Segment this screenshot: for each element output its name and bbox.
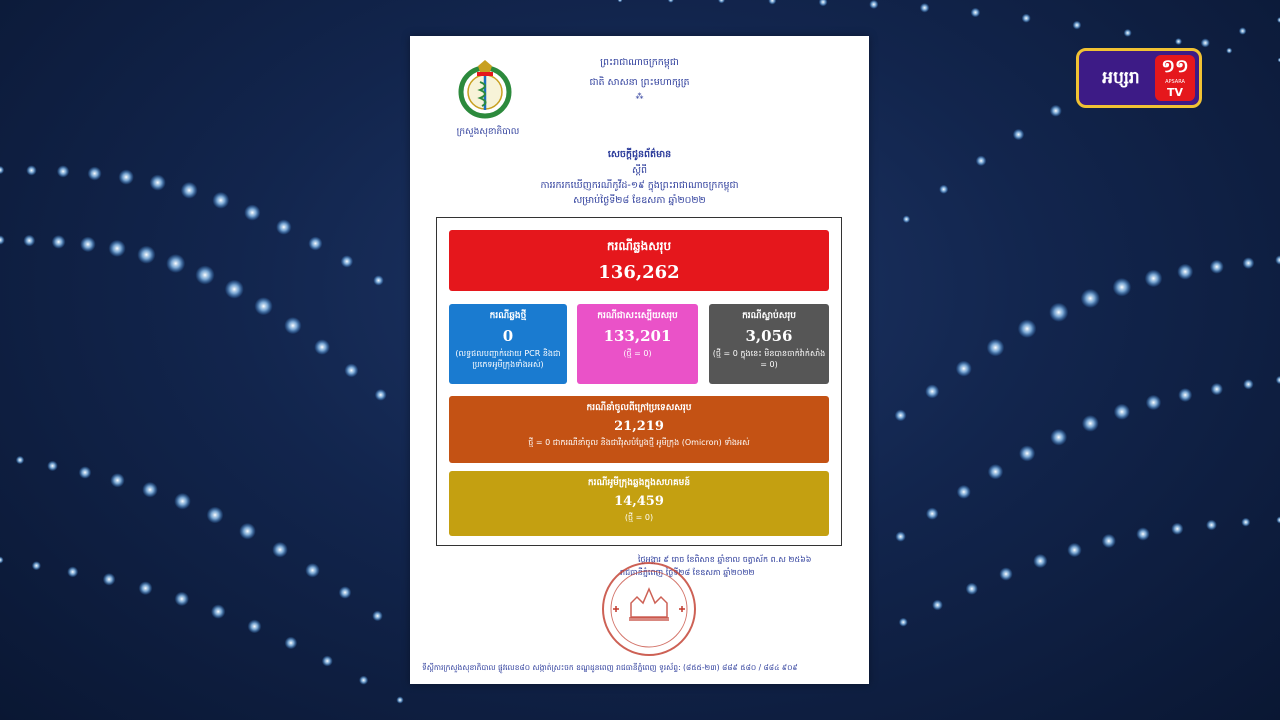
light-dot: [211, 604, 225, 618]
light-dot: [150, 175, 166, 191]
light-dot: [1114, 404, 1130, 420]
light-dot: [52, 235, 66, 249]
light-dot: [895, 531, 905, 541]
light-dot: [174, 493, 191, 510]
light-dot: [137, 246, 155, 264]
light-dot: [976, 156, 987, 167]
light-dot: [195, 265, 214, 284]
new-cases-value: 0: [502, 327, 514, 345]
light-dot: [971, 8, 981, 18]
light-dot: [1033, 554, 1047, 568]
light-dot: [1201, 38, 1210, 47]
light-dot: [1050, 105, 1062, 117]
ministry-name: ក្រសួងសុខាភិបាល: [456, 127, 520, 137]
light-dot: [88, 167, 102, 181]
light-dot: [284, 317, 301, 334]
light-dot: [23, 235, 35, 247]
light-dot: [305, 563, 319, 577]
total-cases-value: 136,262: [598, 262, 680, 283]
light-dot: [895, 410, 907, 422]
light-dot: [139, 581, 153, 595]
light-dot: [109, 240, 126, 257]
recovered-value: 133,201: [603, 327, 672, 345]
light-dot: [1276, 516, 1280, 523]
light-dot: [1018, 319, 1037, 338]
light-dot: [1050, 429, 1067, 446]
omicron-community-card: [449, 471, 829, 536]
imported-label: ករណីនាំចូលពីក្រៅប្រទេសសរុប: [586, 403, 692, 413]
motto-ornament: ⁂: [635, 92, 644, 101]
light-dot: [47, 461, 58, 472]
light-dot: [248, 620, 262, 634]
light-dot: [359, 676, 368, 685]
light-dot: [956, 361, 972, 377]
light-dot: [1067, 543, 1081, 557]
light-dot: [1275, 255, 1280, 265]
light-dot: [1136, 527, 1149, 540]
light-dot: [1013, 129, 1024, 140]
light-dot: [166, 254, 185, 273]
light-dot: [244, 205, 260, 221]
light-dot: [768, 0, 776, 5]
light-dot: [1243, 257, 1255, 269]
omicron-label: ករណីអូមីក្រុងឆ្លងក្នុងសហគមន៍: [587, 478, 691, 488]
recovered-note: (ថ្មី = 0): [623, 349, 652, 358]
light-dot: [0, 235, 5, 245]
light-dot: [1226, 48, 1232, 54]
light-dot: [80, 237, 96, 253]
channel-logo: [1076, 48, 1202, 108]
light-dot: [926, 508, 938, 520]
total-cases-card: [449, 230, 829, 291]
recovered-label: ករណីជាសះស្បើយសរុប: [597, 311, 678, 321]
light-dot: [207, 507, 224, 524]
light-dot: [1082, 415, 1099, 432]
subject-line: ការរករកឃើញករណីកូវីដ-១៩ ក្នុងព្រះរាជាណាចក្រកម្ពុជា: [540, 180, 739, 191]
light-dot: [869, 0, 878, 9]
new-cases-note: (លទ្ធផលបញ្ជាក់ដោយ PCR និងជាប្រភេទអូមីក្រុងទាំងអស់): [455, 349, 561, 369]
light-dot: [1206, 520, 1217, 531]
light-dot: [966, 583, 978, 595]
light-dot: [1276, 376, 1280, 384]
recovered-card: [577, 304, 698, 384]
light-dot: [1145, 270, 1163, 288]
light-dot: [1241, 518, 1250, 527]
channel-tv: TV: [1166, 86, 1184, 99]
light-dot: [1178, 388, 1192, 402]
light-dot: [285, 637, 298, 650]
light-dot: [212, 192, 229, 209]
press-title: សេចក្ដីជូនព័ត៌មាន: [607, 149, 672, 160]
new-cases-label: ករណីឆ្លងថ្មី: [489, 311, 527, 321]
light-dot: [1081, 289, 1100, 308]
light-dot: [618, 0, 623, 2]
light-dot: [668, 0, 674, 3]
light-dot: [1210, 260, 1224, 274]
imported-cases-card: [449, 396, 829, 463]
channel-sub: APSARA: [1165, 79, 1185, 85]
light-dot: [110, 473, 124, 487]
light-dot: [272, 542, 288, 558]
light-dot: [1175, 38, 1182, 45]
light-dot: [987, 339, 1005, 357]
signed-date-line: រាជធានីភ្នំពេញ ថ្ងៃទី២៨ ខែឧសភា ឆ្នាំ២០២២: [620, 568, 755, 577]
deaths-value: 3,056: [745, 327, 793, 345]
light-dot: [276, 219, 291, 234]
light-dot: [57, 165, 69, 177]
light-dot: [322, 656, 333, 667]
light-dot: [903, 215, 911, 223]
light-dot: [79, 466, 92, 479]
light-dot: [932, 600, 943, 611]
about-label: ស្ដីពី: [631, 165, 648, 176]
light-dot: [925, 384, 939, 398]
light-dot: [119, 169, 134, 184]
light-dot: [939, 185, 948, 194]
light-dot: [308, 237, 322, 251]
light-dot: [1146, 395, 1161, 410]
new-cases-card: [449, 304, 567, 384]
footer-address: ទីស្ដីការក្រសួងសុខាភិបាល ផ្លូវលេខ៨០ សង្កាត់ស្រះចក ខណ្ឌដូនពេញ រាជធានីភ្នំពេញ ទូរស័ព្ទ: (៨៥៥-២៣) ៨៨៩ ៥៨០ / ៨៨៤ ៩០៩: [422, 663, 798, 672]
channel-name: អប្សរា: [1102, 68, 1140, 88]
light-dot: [372, 611, 383, 622]
light-dot: [1177, 264, 1193, 280]
light-dot: [175, 592, 189, 606]
light-dot: [1113, 278, 1132, 297]
light-dot: [1124, 29, 1132, 37]
light-dot: [899, 618, 908, 627]
light-dot: [339, 586, 352, 599]
channel-number-box: [1155, 55, 1195, 101]
light-dot: [32, 561, 41, 570]
light-dot: [67, 566, 78, 577]
light-dot: [1243, 379, 1253, 389]
light-dot: [225, 280, 244, 299]
light-dot: [1239, 27, 1247, 35]
light-dot: [819, 0, 828, 6]
light-dot: [1049, 303, 1068, 322]
imported-note: ថ្មី = 0 ជាករណីនាំចូល និងជាវីរុសបំប្លែងថ្មី អូមីក្រុង (Omicron) ទាំងអស់: [528, 438, 750, 447]
light-dot: [142, 482, 158, 498]
light-dot: [341, 255, 353, 267]
date-line: សម្រាប់ថ្ងៃទី២៨ ខែឧសភា ឆ្នាំ២០២២: [573, 195, 706, 206]
light-dot: [1211, 383, 1223, 395]
deaths-card: [709, 304, 829, 384]
omicron-note: (ថ្មី = 0): [624, 513, 654, 522]
light-dot: [16, 456, 24, 464]
light-dot: [1019, 445, 1035, 461]
lunar-date-line: ថ្ងៃអង្គារ ៩ រោច ខែពិសាខ ឆ្នាំខាល ចត្វាស័ក ព.ស ២៥៦៦: [638, 555, 812, 564]
light-dot: [26, 165, 36, 175]
light-dot: [345, 364, 359, 378]
statistics-panel: [436, 217, 842, 546]
light-dot: [375, 389, 387, 401]
press-release-document: [410, 36, 869, 684]
light-dot: [1102, 534, 1116, 548]
light-dot: [988, 464, 1003, 479]
kingdom-heading: ព្រះរាជាណាចក្រកម្ពុជា: [600, 57, 679, 68]
light-dot: [0, 556, 4, 563]
light-dot: [239, 523, 256, 540]
light-dot: [396, 696, 403, 703]
omicron-value: 14,459: [614, 494, 664, 509]
light-dot: [999, 567, 1012, 580]
imported-value: 21,219: [614, 419, 664, 434]
official-seal-icon: [599, 559, 699, 659]
light-dot: [1073, 21, 1082, 30]
light-dot: [181, 182, 198, 199]
light-dot: [920, 3, 930, 13]
light-dot: [718, 0, 725, 3]
light-dot: [1171, 523, 1183, 535]
light-dot: [0, 166, 4, 174]
deaths-label: ករណីស្លាប់សរុប: [742, 311, 796, 321]
light-dot: [1022, 14, 1031, 23]
light-dot: [373, 275, 383, 285]
light-dot: [255, 297, 273, 315]
light-dot: [103, 573, 116, 586]
channel-number: ១១: [1161, 56, 1189, 77]
total-cases-label: ករណីឆ្លងសរុប: [606, 239, 672, 253]
light-dot: [957, 485, 971, 499]
deaths-note: (ថ្មី = 0 ក្នុងនេះ មិនបានចាក់វ៉ាក់សាំង = 0): [712, 349, 826, 369]
light-dot: [314, 339, 330, 355]
motto-heading: ជាតិ សាសនា ព្រះមហាក្សត្រ: [589, 77, 690, 88]
